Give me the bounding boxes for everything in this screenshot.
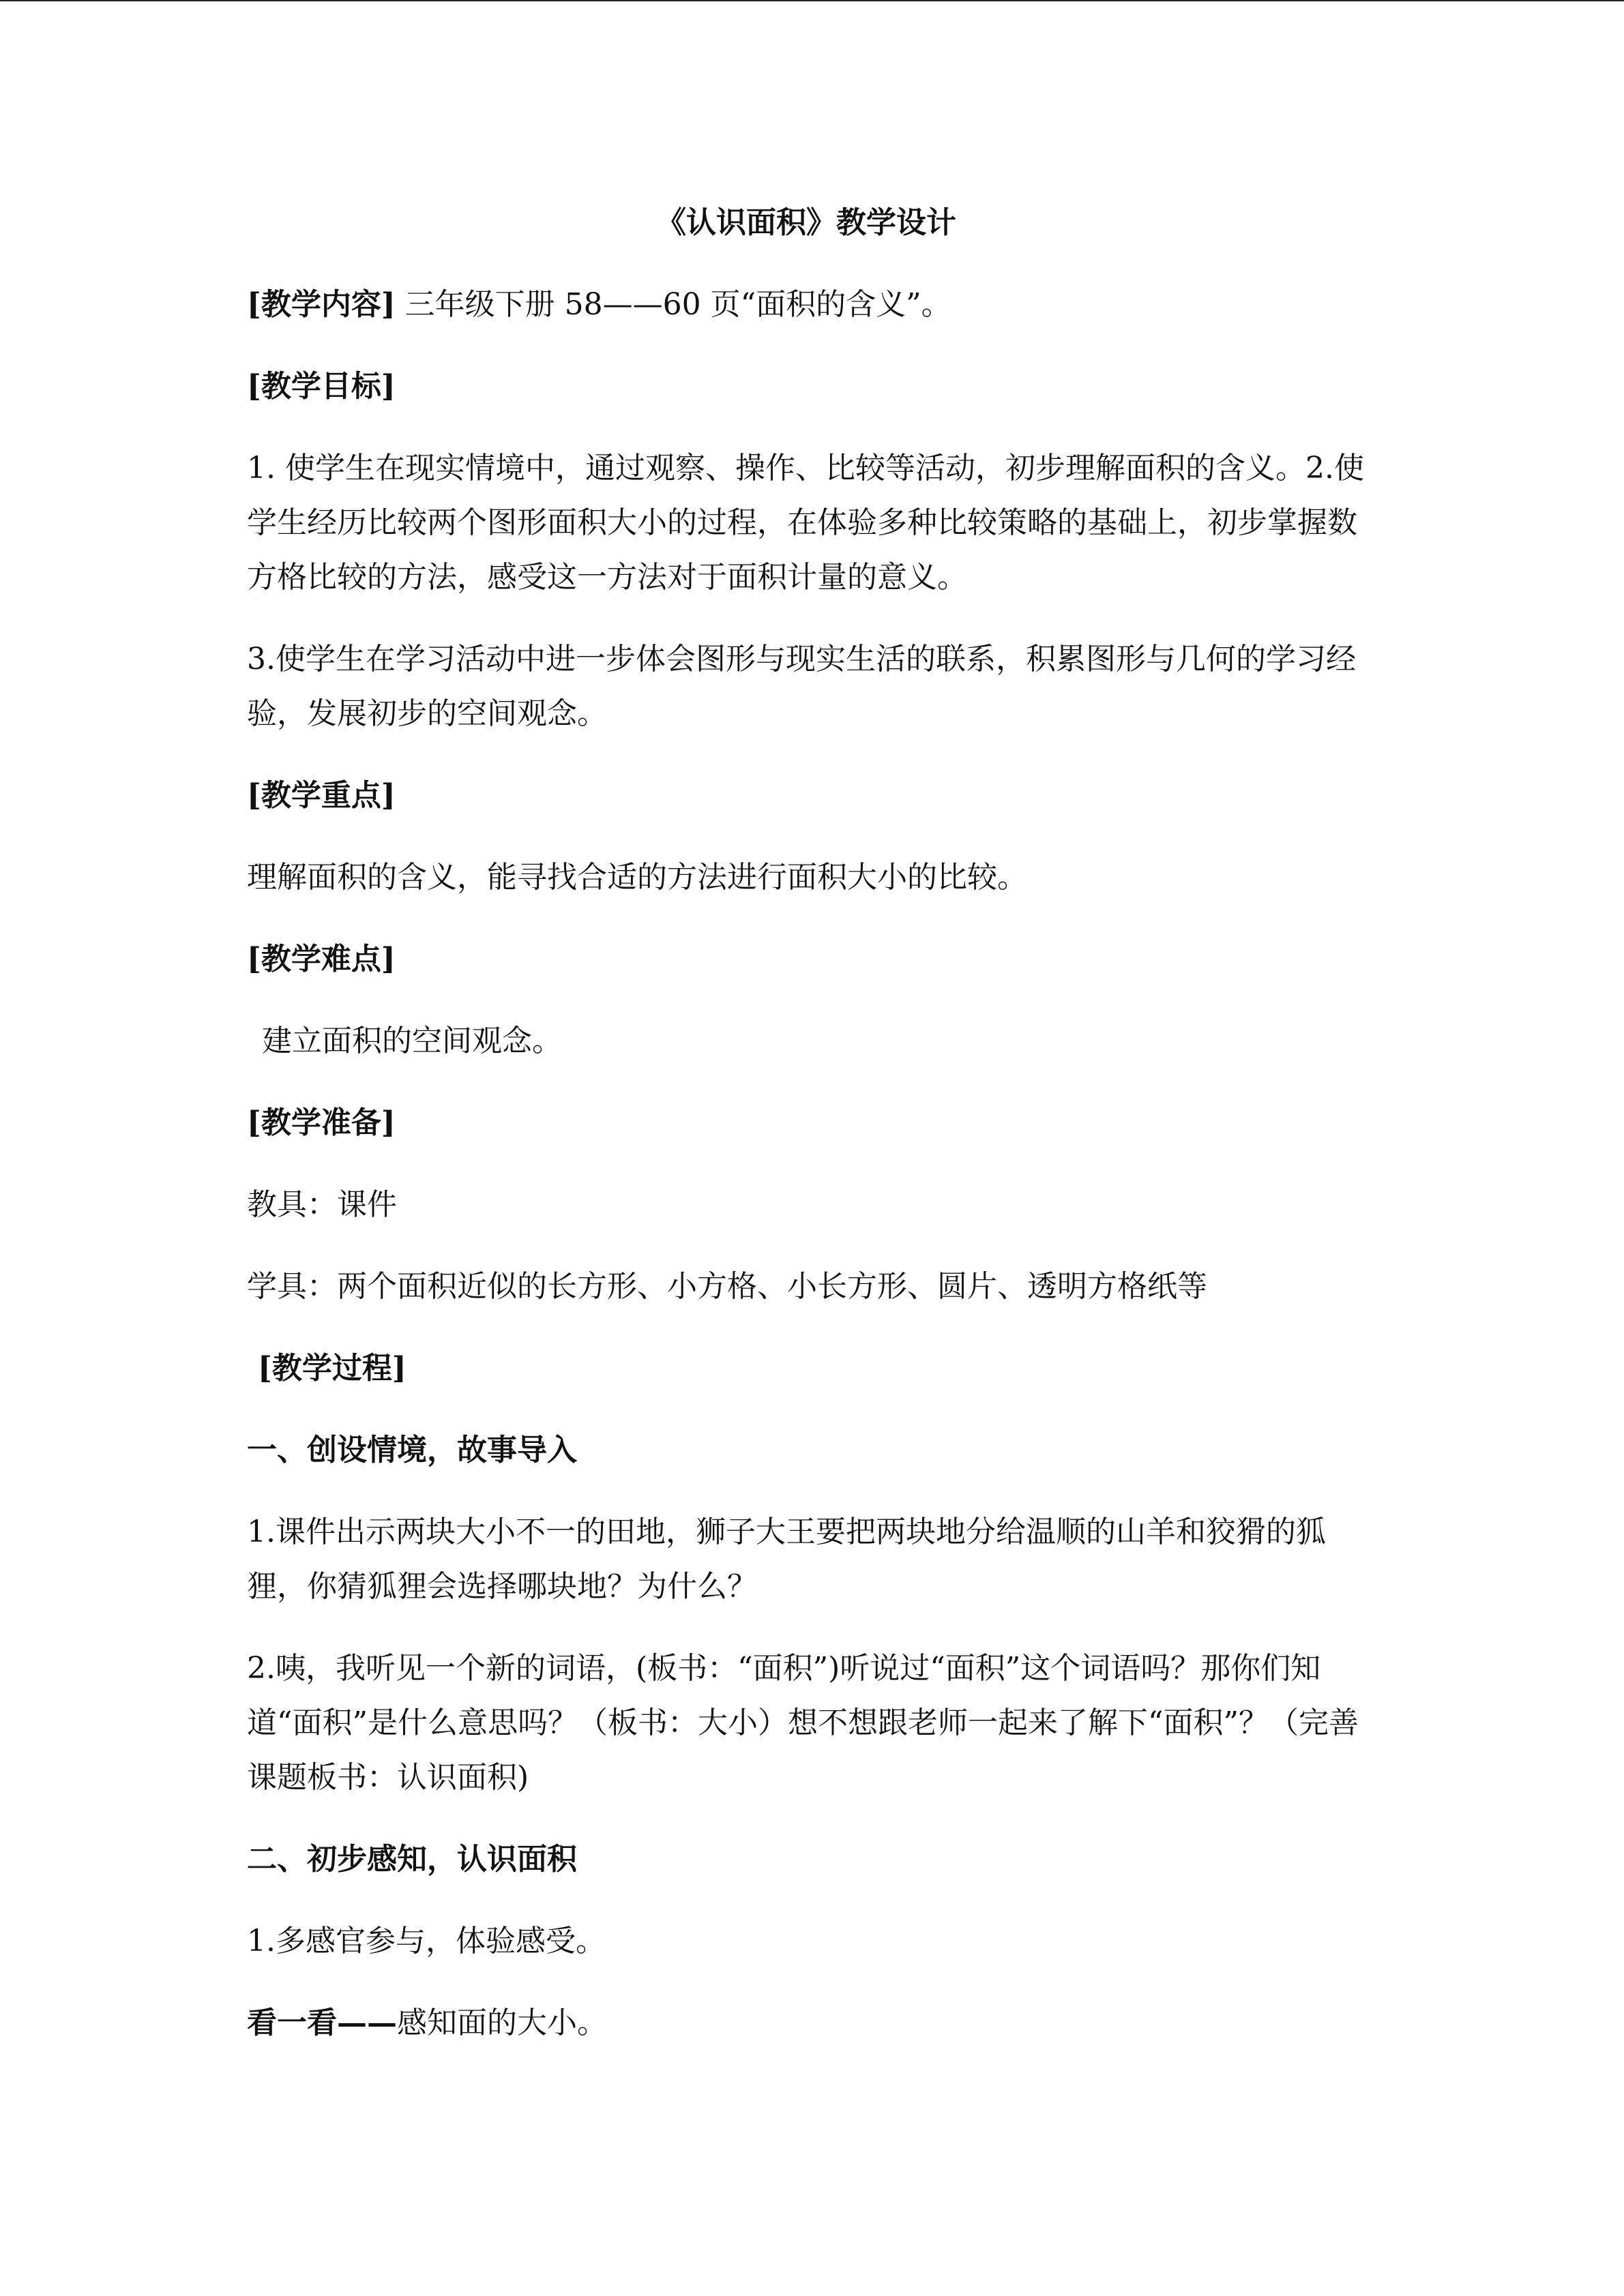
document-title: 《认识面积》教学设计 — [656, 205, 956, 240]
difficulty-text: 建立面积的空间观念。 — [262, 1024, 562, 1058]
key-point-text: 理解面积的含义，能寻找合适的方法进行面积大小的比较。 — [247, 860, 1027, 895]
section-heading: 二、初步感知，认识面积 — [247, 1842, 577, 1877]
section-item: 1.课件出示两块大小不一的田地，狮子大王要把两块地分给温顺的山羊和狡猾的狐狸，你猜狐狸会选择哪块地？为什么？ — [247, 1515, 1326, 1604]
section-item: 2.咦，我听见一个新的词语，(板书：“面积”)听说过“面积”这个词语吗？那你们知道“面积”是什么意思吗？（板书：大小）想不想跟老师一起来了解下“面积”？（完善课题板书：认识面积) — [247, 1651, 1359, 1795]
process-label: [教学过程] — [258, 1351, 407, 1386]
teaching-content-label: [教学内容] — [247, 287, 396, 322]
preparation-label: [教学准备] — [247, 1105, 396, 1140]
objective-item: 1. 使学生在现实情境中，通过观察、操作、比较等活动，初步理解面积的含义。2.使学生经历比较两个图形面积大小的过程，在体验多种比较策略的基础上，初步掌握数方格比较的方法，感受这一方法对于面积计量的意义。 — [247, 451, 1364, 595]
document-body — [247, 196, 1365, 2078]
look-label: 看一看—— — [247, 2006, 397, 2040]
teaching-content — [247, 278, 1365, 332]
look-text: 感知面的大小。 — [397, 2006, 607, 2040]
objectives-label: [教学目标] — [247, 369, 396, 404]
preparation-teacher: 教具：课件 — [247, 1187, 397, 1222]
objective-item: 3.使学生在学习活动中进一步体会图形与现实生活的联系，积累图形与几何的学习经验，发展初步的空间观念。 — [247, 642, 1356, 731]
section-item: 1.多感官参与，体验感受。 — [247, 1924, 606, 1958]
teaching-content-text: 三年级下册 58——60 页“面积的含义”。 — [404, 287, 951, 322]
look-line — [247, 1996, 1365, 2051]
difficulty-label: [教学难点] — [247, 942, 396, 976]
preparation-student: 学具：两个面积近似的长方形、小方格、小长方形、圆片、透明方格纸等 — [247, 1269, 1207, 1304]
section-heading: 一、创设情境，故事导入 — [247, 1433, 577, 1467]
key-point-label: [教学重点] — [247, 778, 396, 813]
